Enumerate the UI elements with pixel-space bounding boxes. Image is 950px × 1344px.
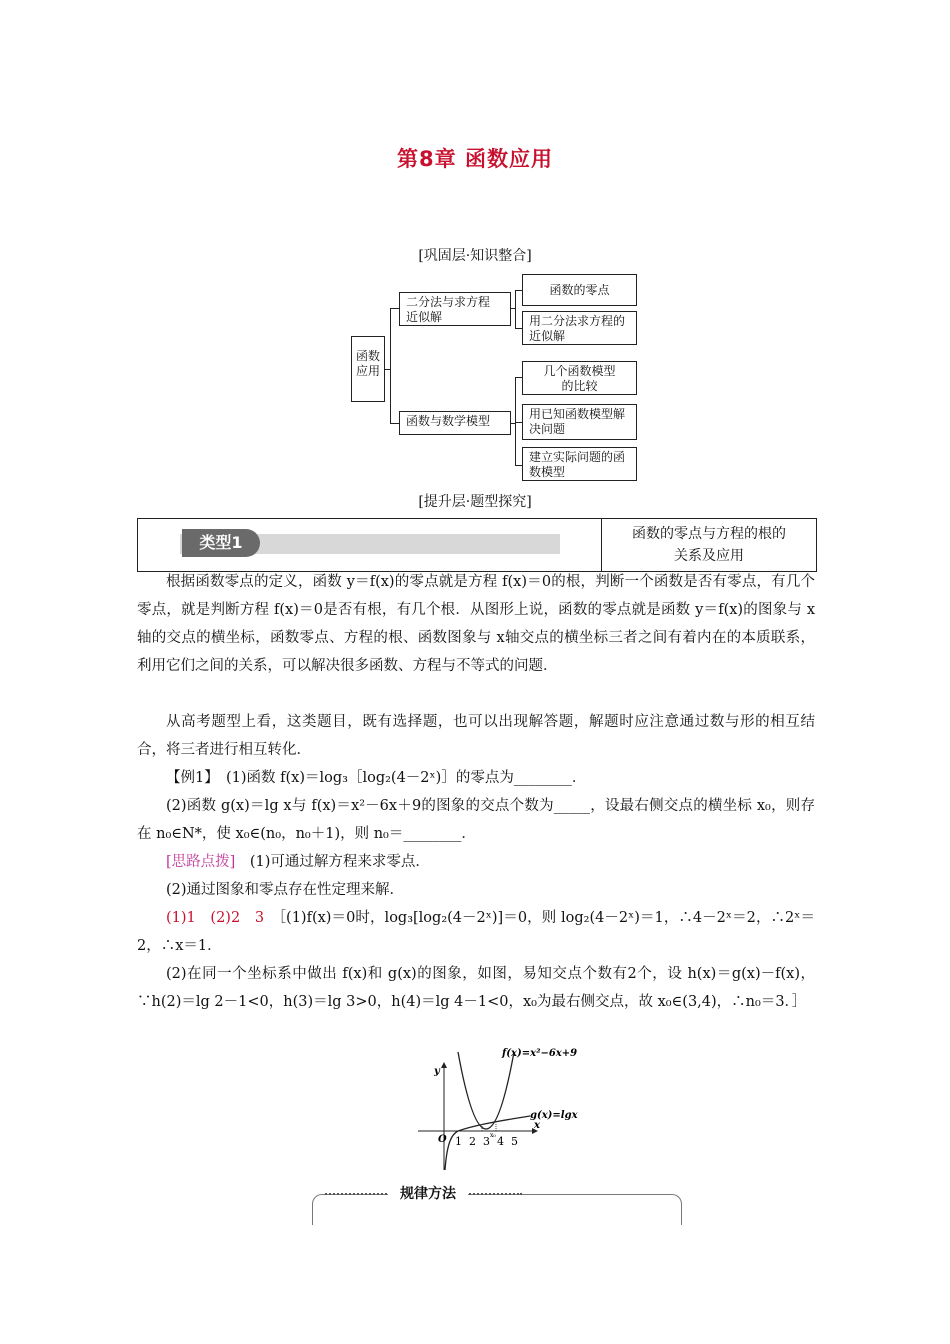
g-label: g(x)=lgx: [530, 1110, 578, 1121]
example-label: 【例1】: [166, 770, 212, 786]
method-dots-right: [462, 1193, 522, 1195]
graph-x-label: x: [534, 1120, 540, 1131]
diagram-leaf-bisection-method: 用二分法求方程的 近似解: [522, 311, 637, 345]
type-tag: 类型1: [182, 529, 260, 557]
method-title: 规律方法: [388, 1183, 468, 1203]
paragraph-exam: 从高考题型上看，这类题目，既有选择题，也可以出现解答题，解题时应注意通过数与形的相互结合，将三者进行相互转化．: [137, 714, 815, 758]
diagram-root: 函数 应用: [351, 336, 385, 402]
example-1-part1: [137, 764, 815, 792]
answer-label: (1)1 (2)2 3: [166, 910, 265, 926]
solution-2: (2)在同一个坐标系中做出 f(x)和 g(x)的图象，如图，易知交点个数有2个，设 h(x)＝g(x)－f(x)，∵h(2)＝lg 2－1<0，h(3)＝lg 3>0，h(4)＝lg 4－1<0，x₀为最右侧交点，故 x₀∈(3,4)，∴n₀＝3．］: [137, 966, 815, 1010]
paragraph-intro: 根据函数零点的定义，函数 y＝f(x)的零点就是方程 f(x)＝0的根，判断一个函数是否有零点，有几个零点，就是判断方程 f(x)＝0是否有根，有几个根．从图形上说，函数的零点就是函数 y＝f(x)的图象与 x轴的交点的横坐标，函数零点、方程的根、函数图象与 x轴交点的横坐标三者之间有着内在的本质联系，利用它们之间的关系，可以解决很多函数、方程与不等式的问题．: [137, 574, 815, 674]
example-text-1: (1)函数 f(x)＝log₃［log₂(4－2ˣ)］的零点为________．: [225, 770, 587, 786]
graph-origin: O: [438, 1134, 447, 1145]
diagram-leaf-known-model: 用已知函数模型解 决问题: [522, 404, 637, 440]
tick-1: 1: [455, 1135, 462, 1148]
diagram-branch-bisection: 二分法与求方程 近似解: [399, 292, 511, 326]
parabola-curve: [458, 1052, 514, 1129]
method-box-frame: [312, 1194, 682, 1225]
hint-label: [思路点拨]: [166, 854, 236, 870]
type-topic: 函数的零点与方程的根的 关系及应用: [632, 526, 786, 564]
hint-line-2: (2)通过图象和零点存在性定理来解．: [166, 882, 405, 898]
graph-y-label: y: [434, 1066, 440, 1077]
diagram-leaf-model-compare: 几个函数模型 的比较: [522, 361, 637, 395]
hint-line-1: [137, 848, 815, 876]
tick-3: 3: [483, 1135, 490, 1148]
chapter-title: 第8章 函数应用: [397, 147, 553, 171]
f-label: f(x)=x²−6x+9: [502, 1048, 578, 1059]
type-header: [137, 518, 817, 572]
solution-1: [137, 904, 815, 960]
solution-text-1: ［(1)f(x)＝0时，log₃[log₂(4－2ˣ)]＝0，则 log₂(4－2ˣ)＝1，∴4－2ˣ＝2，∴2ˣ＝2，∴x＝1．: [137, 910, 815, 954]
example-1-part2: (2)函数 g(x)＝lg x与 f(x)＝x²－6x＋9的图象的交点个数为_____，设最右侧交点的横坐标 x₀，则存在 n₀∈N*，使 x₀∈(n₀，n₀＋1)，则 n₀＝________．: [137, 798, 815, 842]
diagram-branch-models: 函数与数学模型: [399, 411, 511, 435]
section-label-consolidate: [巩固层·知识整合]: [418, 248, 532, 264]
diagram-leaf-build-model: 建立实际问题的函 数模型: [522, 447, 637, 481]
hint-text-1: (1)可通过解方程来求零点．: [249, 854, 430, 870]
x0-label: x₀: [490, 1132, 496, 1139]
method-dots-left: [325, 1193, 395, 1195]
section-label-improve: [提升层·题型探究]: [418, 494, 532, 510]
diagram-leaf-zero-point: 函数的零点: [522, 274, 637, 306]
tick-4: 4: [497, 1135, 504, 1148]
function-graph: [412, 1042, 592, 1177]
tick-2: 2: [469, 1135, 476, 1148]
tick-5: 5: [511, 1135, 518, 1148]
